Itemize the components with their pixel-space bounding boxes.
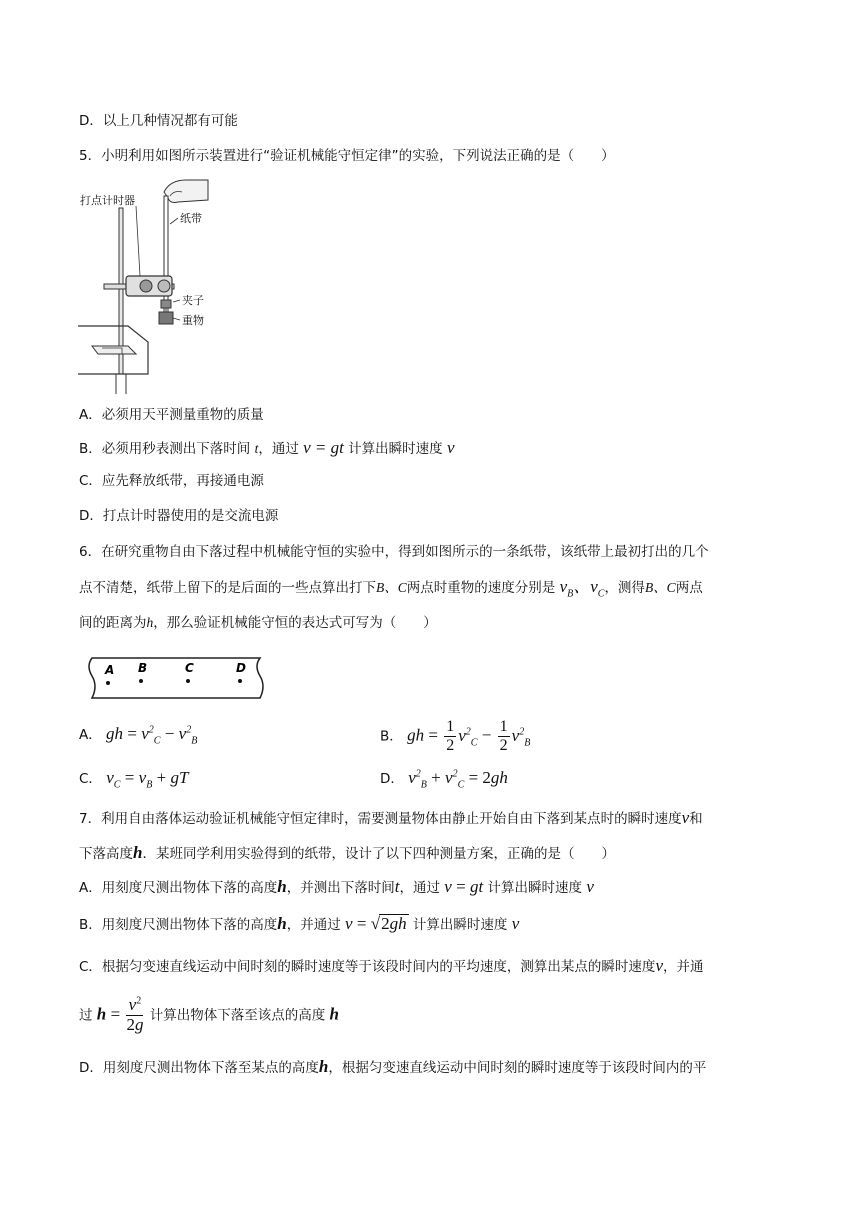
q7-d-post: ，根据匀变速直线运动中间时刻的瞬时速度等于该段时间内的平: [328, 1060, 707, 1076]
q5-b-v: v: [446, 438, 455, 457]
label-tape: 纸带: [180, 212, 202, 225]
q6-l2-pre: 点不清楚，纸带上留下的是后面的一些点算出打下: [79, 580, 376, 596]
q6-option-d: D． $v^2_B + v^2_C = 2gh$: [380, 768, 508, 791]
q6-l3-h: h: [146, 615, 154, 630]
q7-a-pre: A．用刻度尺测出物体下落的高度: [79, 880, 278, 896]
tape-point-c: [186, 679, 190, 683]
q6-stem-line3: [79, 613, 437, 633]
q6-tape-figure: [88, 654, 264, 702]
label-timer: 打点计时器: [80, 194, 135, 207]
q6-vb-vc: $v_B$、$v_C$: [559, 577, 605, 600]
q6-l2-bc: B、C: [376, 580, 407, 595]
q7-a-post: 计算出瞬时速度: [487, 880, 583, 896]
q5-option-d: D．打点计时器使用的是交流电源: [79, 508, 279, 524]
q5-b-mid: ，通过: [258, 441, 299, 457]
q6-stem-line2: [79, 577, 703, 598]
q7-c2-pre: 过: [79, 1007, 93, 1024]
q5-b-post: 计算出瞬时速度: [348, 441, 443, 457]
q7-option-a: A．用刻度尺测出物体下落的高度h，并测出下落时间t，通过 v = gt 计算出瞬时速度 v: [79, 877, 594, 896]
tape-point-a: [106, 681, 110, 685]
tape-point-d: [238, 679, 242, 683]
q6-b-label: B．: [380, 728, 403, 745]
q7-l1-v: v: [681, 808, 690, 827]
q6-l2-post: ，测得: [604, 580, 645, 596]
tape-label-d: D: [236, 661, 246, 675]
q6-d-label: D．: [380, 771, 404, 787]
q6-l3-pre: 间的距离为: [79, 615, 147, 631]
q7-a-mid: ，并测出下落时间: [286, 880, 395, 896]
q6-stem-line1: 6．在研究重物自由下落过程中机械能守恒的实验中，得到如图所示的一条纸带，该纸带上最初打出的几个: [79, 544, 709, 560]
q7-option-c-line2: 过 h = $\frac{v^2}{2g}$ 计算出物体下落至该点的高度 h: [79, 995, 340, 1034]
q7-option-d: D．用刻度尺测出物体下落至某点的高度h，根据匀变速直线运动中间时刻的瞬时速度等于该段时间内的平: [79, 1057, 707, 1076]
q7-l2-h: h: [133, 843, 143, 862]
q7-option-c-line1: C．根据匀变速直线运动中间时刻的瞬时速度等于该段时间内的平均速度，测算出某点的瞬时速度v，并通: [79, 956, 704, 975]
label-clip: 夹子: [182, 294, 204, 307]
q5-option-c: C．应先释放纸带，再接通电源: [79, 473, 264, 489]
label-weight: 重物: [182, 314, 204, 327]
q6-c-label: C．: [79, 771, 102, 787]
q5-stem: 5．小明利用如图所示装置进行“验证机械能守恒定律”的实验，下列说法正确的是（ ）: [79, 148, 615, 164]
q5-option-a: A．必须用天平测量重物的质量: [79, 407, 264, 423]
q5-b-formula: v = gt: [303, 438, 344, 457]
q6-l2-mid: 两点时重物的速度分别是: [406, 580, 556, 596]
q7-stem-line2: [79, 843, 615, 864]
q6-l3-post: ，那么验证机械能守恒的表达式可写为（ ）: [153, 615, 437, 631]
q6-l2-end: 两点: [675, 580, 703, 596]
q7-c2-post: 计算出物体下落至该点的高度: [149, 1007, 326, 1024]
q7-b-pre: B．用刻度尺测出物体下落的高度: [79, 917, 278, 933]
q7-l2-pre: 下落高度: [79, 846, 133, 862]
q5-b-t: t: [254, 441, 259, 456]
q5-apparatus-figure: [78, 178, 228, 396]
q6-option-b: B． gh = $\frac{1}{2}$ $v^2_C$ − $\frac{1}{2}$ $v^2_B$: [380, 718, 531, 754]
q5-option-b: [79, 438, 455, 459]
q7-d-pre: D．用刻度尺测出物体下落至某点的高度: [79, 1060, 319, 1076]
q7-stem-line1: [79, 808, 703, 829]
tape-point-b: [139, 679, 143, 683]
tape-label-b: B: [138, 661, 148, 675]
q7-l1-pre: 7．利用自由落体运动验证机械能守恒定律时，需要测量物体由静止开始自由下落到某点时的瞬时速度: [79, 811, 682, 827]
tape-label-a: A: [105, 663, 115, 677]
q6-option-c: C． $v_C = v_B$ + gT: [79, 768, 189, 791]
q6-a-label: A．: [79, 727, 102, 743]
q7-l1-post: 和: [689, 811, 703, 827]
q4-option-d: D．以上几种情况都有可能: [79, 113, 238, 129]
tape-label-c: C: [185, 661, 194, 675]
q6-option-a: A． gh = $v^2_C - v^2_B$: [79, 724, 198, 747]
q7-c-post: ，并通: [662, 959, 704, 975]
q7-option-b: B．用刻度尺测出物体下落的高度h，并通过 v = √2gh 计算出瞬时速度 v: [79, 914, 520, 933]
q6-l2-bc2: B、C: [644, 580, 676, 595]
q7-c-pre: C．根据匀变速直线运动中间时刻的瞬时速度等于该段时间内的平均速度，测算出某点的瞬时速度: [79, 959, 656, 975]
q5-b-text: B．必须用秒表测出下落时间: [79, 441, 251, 457]
q7-b-mid: ，并通过: [286, 917, 341, 933]
q7-l2-post: ．某班同学利用实验得到的纸带，设计了以下四种测量方案，正确的是（ ）: [142, 846, 615, 862]
q7-a-mid2: ，通过: [399, 880, 440, 896]
q7-b-post: 计算出瞬时速度: [412, 917, 508, 933]
